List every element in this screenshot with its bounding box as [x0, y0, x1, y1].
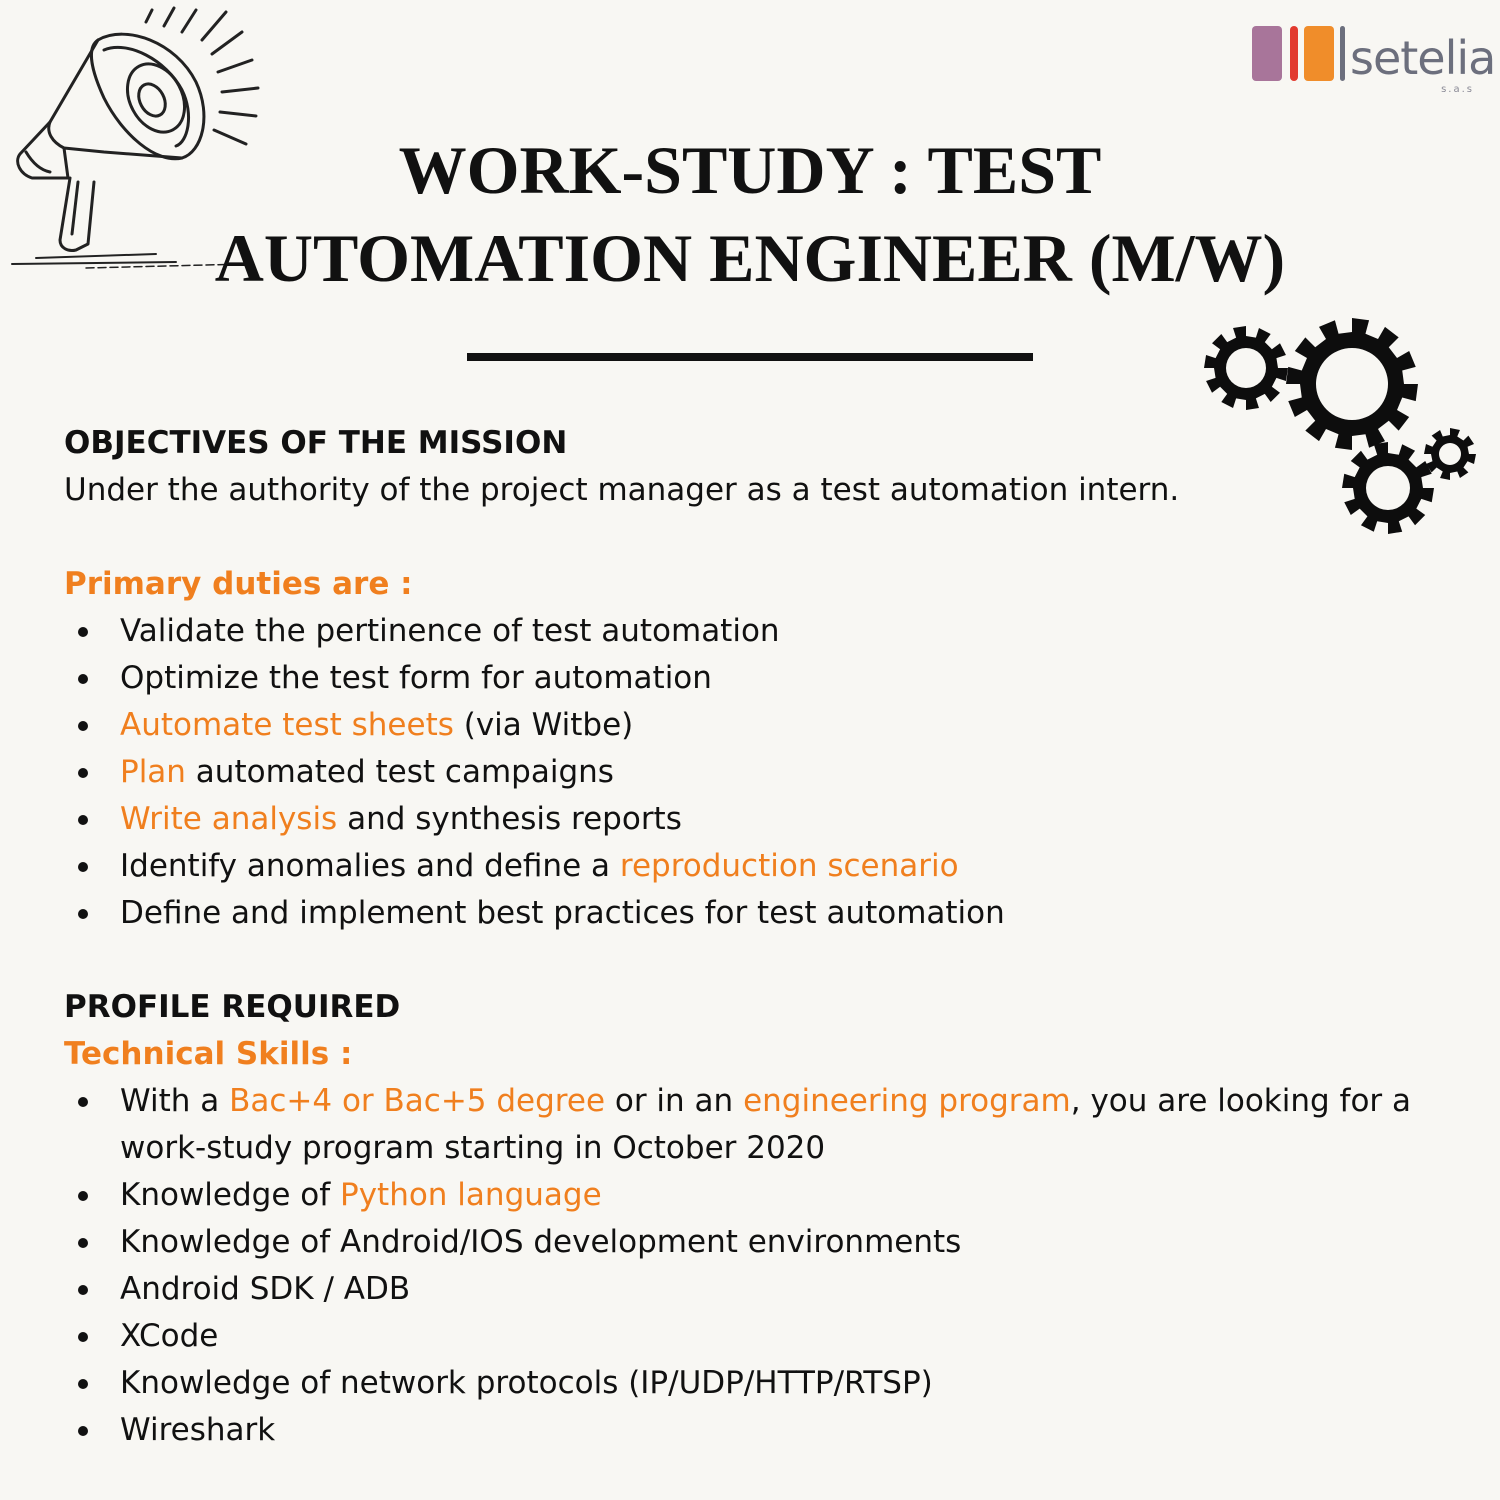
duty-item: [64, 843, 1424, 890]
item-text: , you are looking for a work-study program starting in October 2020: [120, 1083, 1412, 1166]
logo-bar-red: [1290, 26, 1298, 81]
page-title: [0, 126, 1500, 302]
item-text: (via Witbe): [453, 707, 634, 743]
highlighted-text: Write analysis: [120, 801, 338, 837]
skill-item: [64, 1407, 1424, 1454]
logo-wordmark: setelia: [1350, 31, 1496, 85]
skill-item: [64, 1172, 1424, 1219]
skills-list: [64, 1078, 1424, 1454]
job-description: [64, 420, 1424, 1454]
title-line-2: AUTOMATION ENGINEER (M/W): [214, 220, 1286, 296]
skills-heading: Technical Skills :: [64, 1036, 353, 1072]
skill-item: [64, 1360, 1424, 1407]
highlighted-text: Automate test sheets: [120, 707, 454, 743]
item-text: XCode: [120, 1318, 219, 1354]
bullet-icon: [78, 815, 88, 825]
duty-item: [64, 608, 1424, 655]
company-logo: [1250, 22, 1496, 98]
item-text: Optimize the test form for automation: [120, 660, 712, 696]
duties-list: [64, 608, 1424, 937]
item-text: Knowledge of Android/IOS development environments: [120, 1224, 962, 1260]
gear-small-left-icon: [1204, 326, 1288, 410]
bullet-icon: [78, 1379, 88, 1389]
highlighted-text: Bac+4 or Bac+5 degree: [229, 1083, 606, 1119]
item-text: Wireshark: [120, 1412, 276, 1448]
logo-bar-grey: [1340, 26, 1345, 81]
bullet-icon: [78, 1238, 88, 1248]
skill-item: [64, 1219, 1424, 1266]
bullet-icon: [78, 1426, 88, 1436]
bullet-icon: [78, 768, 88, 778]
duty-item: [64, 890, 1424, 937]
bullet-icon: [78, 909, 88, 919]
logo-bar-purple: [1252, 26, 1282, 81]
logo-bar-orange: [1304, 26, 1334, 81]
highlighted-text: engineering program: [743, 1083, 1071, 1119]
bullet-icon: [78, 627, 88, 637]
title-line-1: WORK-STUDY : TEST: [398, 132, 1102, 208]
item-text: With a: [120, 1083, 230, 1119]
duty-item: [64, 702, 1424, 749]
highlighted-text: Plan: [120, 754, 186, 790]
objectives-heading: OBJECTIVES OF THE MISSION: [64, 425, 568, 461]
duty-item: [64, 796, 1424, 843]
duty-item: [64, 749, 1424, 796]
duty-item: [64, 655, 1424, 702]
profile-heading: PROFILE REQUIRED: [64, 989, 401, 1025]
objectives-text: Under the authority of the project manager as a test automation intern.: [64, 472, 1180, 508]
item-text: and synthesis reports: [337, 801, 682, 837]
bullet-icon: [78, 862, 88, 872]
skill-item: [64, 1266, 1424, 1313]
item-text: or in an: [605, 1083, 744, 1119]
highlighted-text: Python language: [340, 1177, 602, 1213]
bullet-icon: [78, 1285, 88, 1295]
bullet-icon: [78, 1191, 88, 1201]
skill-item: [64, 1078, 1424, 1172]
item-text: Knowledge of: [120, 1177, 340, 1213]
skill-item: [64, 1313, 1424, 1360]
bullet-icon: [78, 1097, 88, 1107]
duties-heading: Primary duties are :: [64, 566, 413, 602]
item-text: Identify anomalies and define a: [120, 848, 620, 884]
bullet-icon: [78, 674, 88, 684]
logo-tagline: s.a.s: [1441, 84, 1474, 95]
gear-tiny-icon: [1424, 428, 1476, 480]
item-text: Knowledge of network protocols (IP/UDP/HTTP/RTSP): [120, 1365, 933, 1401]
highlighted-text: reproduction scenario: [619, 848, 959, 884]
item-text: automated test campaigns: [185, 754, 614, 790]
bullet-icon: [78, 721, 88, 731]
item-text: Define and implement best practices for test automation: [120, 895, 1005, 931]
item-text: Validate the pertinence of test automation: [120, 613, 780, 649]
bullet-icon: [78, 1332, 88, 1342]
item-text: Android SDK / ADB: [120, 1271, 411, 1307]
title-underline: [467, 353, 1033, 361]
